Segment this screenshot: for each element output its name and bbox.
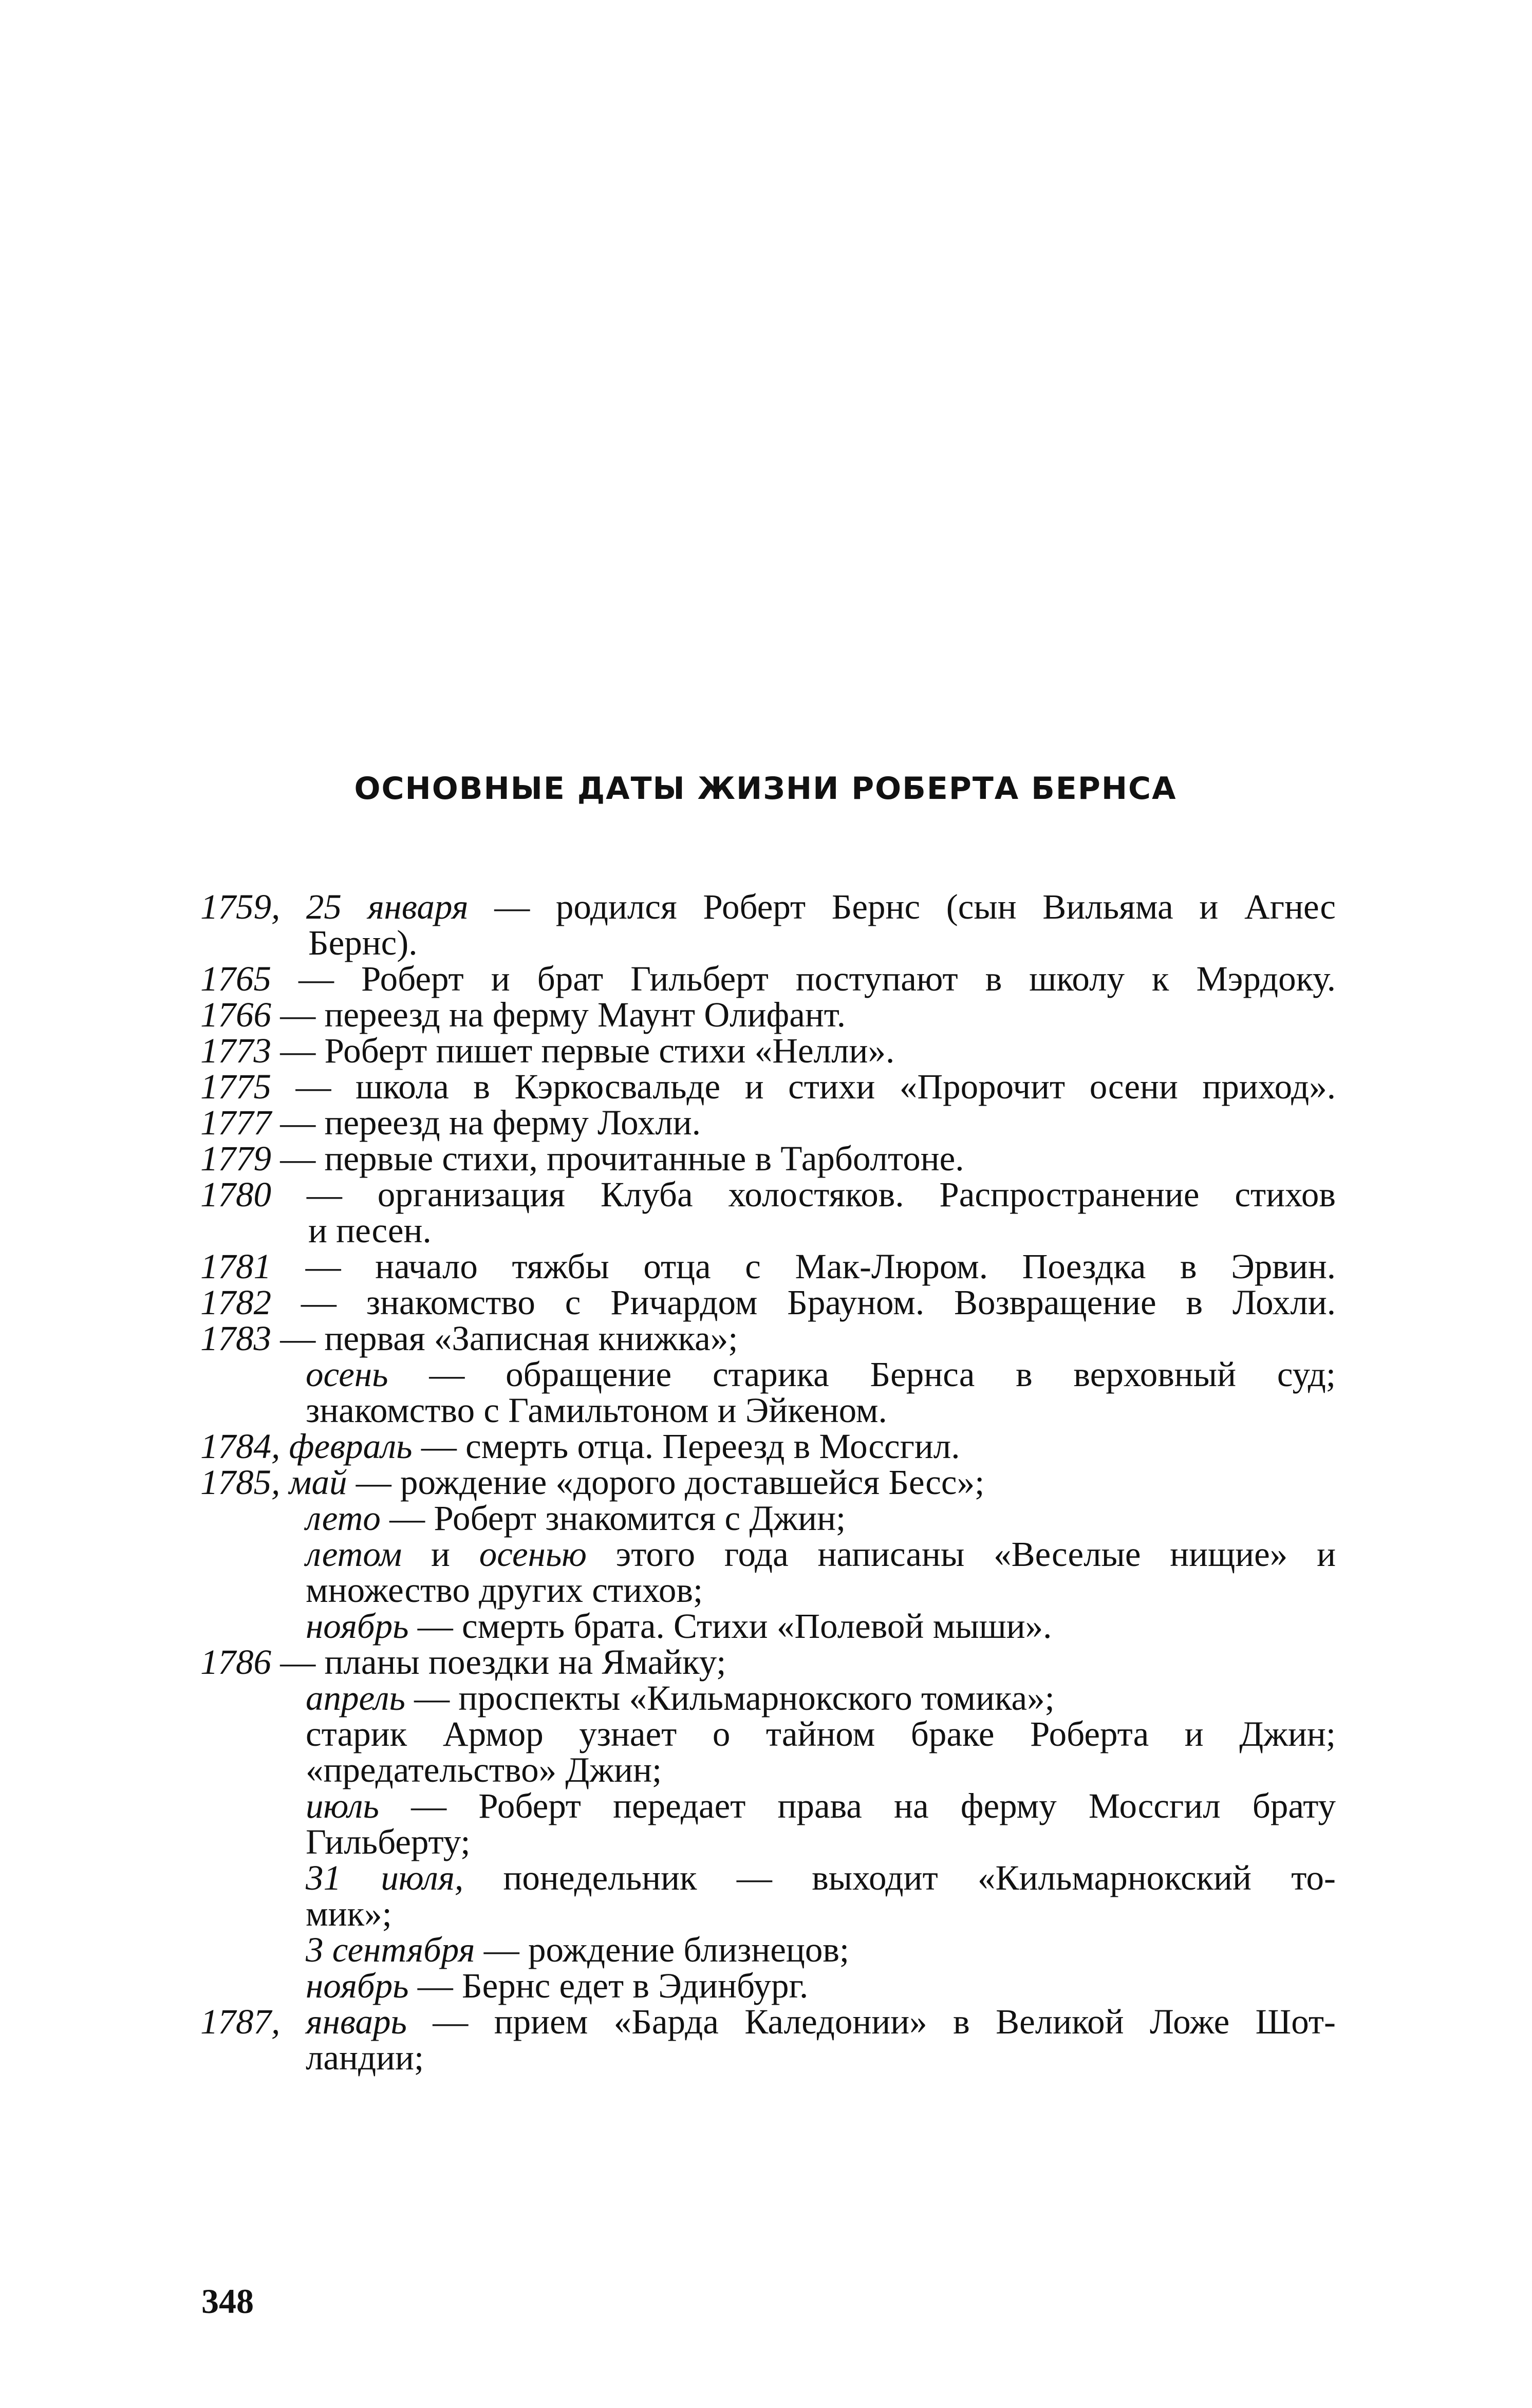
entry-text: — организация Клуба холостяков. Распространение стихов [271, 1175, 1336, 1214]
entry-text: и песен. [308, 1211, 432, 1250]
entry-line [200, 961, 1336, 997]
entry-line [200, 1248, 1336, 1284]
entry-line [200, 1608, 1336, 1644]
entry-line [200, 1680, 1336, 1716]
entry-date: ноябрь [306, 1607, 409, 1646]
entry-line [200, 1860, 1336, 1896]
entry-date: 1785, май [200, 1463, 347, 1502]
entry-date: 1777 [200, 1103, 271, 1142]
entry-text: множество других стихов; [306, 1571, 703, 1610]
entry-line [200, 1033, 1336, 1069]
entry-date: 3 сентября [306, 1930, 475, 1969]
chronology-list [200, 889, 1336, 2076]
entry-line [200, 1824, 1336, 1860]
entry-text: — знакомство с Ричардом Брауном. Возвращение в Лохли. [271, 1283, 1336, 1322]
entry-text: — Роберт знакомится с Джин; [380, 1499, 846, 1538]
entry-text: — первые стихи, прочитанные в Тарболтоне. [271, 1139, 964, 1178]
entry-line [200, 1428, 1336, 1464]
entry-date: осень [306, 1355, 388, 1394]
entry-date: летом [306, 1535, 402, 1574]
entry-text: — рождение близнецов; [475, 1930, 850, 1969]
entry-date: 1779 [200, 1139, 271, 1178]
entry-line [200, 2004, 1336, 2040]
entry-date: 1787, январь [200, 2002, 407, 2041]
entry-date: 1775 [200, 1067, 271, 1106]
entry-text: — смерть отца. Переезд в Моссгил. [412, 1427, 960, 1466]
entry-text: — проспекты «Кильмарнокского томика»; [405, 1678, 1055, 1718]
entry-line [200, 1392, 1336, 1428]
entry-line [200, 1105, 1336, 1141]
entry-text: — смерть брата. Стихи «Полевой мыши». [408, 1607, 1052, 1646]
entry-text: и [402, 1535, 479, 1574]
entry-date: 1773 [200, 1031, 271, 1070]
page-number: 348 [201, 2282, 254, 2321]
entry-date: 1781 [200, 1247, 271, 1286]
entry-line [200, 1896, 1336, 1932]
entry-text: Бернс). [308, 923, 418, 962]
entry-date: 1766 [200, 995, 271, 1034]
entry-line [200, 997, 1336, 1033]
entry-line [200, 2040, 1336, 2076]
entry-text: знакомство с Гамильтоном и Эйкеном. [306, 1391, 887, 1430]
entry-line [200, 1572, 1336, 1608]
entry-date: 1784, февраль [200, 1427, 413, 1466]
entry-line [200, 1177, 1336, 1212]
entry-text: — рождение «дорого доставшейся Бесс»; [347, 1463, 985, 1502]
entry-line [200, 1069, 1336, 1105]
entry-date: 1780 [200, 1175, 271, 1214]
entry-line [200, 1932, 1336, 1968]
entry-line [200, 1356, 1336, 1392]
entry-date: 1783 [200, 1319, 271, 1358]
entry-text: ландии; [306, 2038, 424, 2077]
entry-text: этого года написаны «Веселые нищие» и [586, 1535, 1336, 1574]
entry-line [200, 1284, 1336, 1320]
entry-line [200, 925, 1336, 961]
entry-date: 31 июля, [306, 1858, 464, 1897]
entry-line [200, 1141, 1336, 1177]
entry-text: мик»; [306, 1894, 392, 1933]
entry-text: — прием «Барда Каледонии» в Великой Ложе Шот- [406, 2002, 1336, 2041]
entry-date: ноябрь [306, 1966, 409, 2005]
entry-line [200, 1212, 1336, 1248]
entry-text: — начало тяжбы отца с Мак-Люром. Поездка в Эрвин. [271, 1247, 1336, 1286]
entry-text: понедельник — выходит «Кильмарнокский то- [463, 1858, 1336, 1897]
entry-line [200, 1644, 1336, 1680]
entry-text: — обращение старика Бернса в верховный суд; [388, 1355, 1336, 1394]
entry-date: 1782 [200, 1283, 271, 1322]
entry-line [200, 1752, 1336, 1788]
entry-text: — первая «Записная книжка»; [271, 1319, 738, 1358]
entry-text: — Роберт и брат Гильберт поступают в школу к Мэрдоку. [271, 959, 1336, 998]
entry-line [200, 1536, 1336, 1572]
entry-text: — школа в Кэркосвальде и стихи «Пророчит осени приход». [271, 1067, 1336, 1106]
entry-text: Гильберту; [306, 1822, 471, 1861]
entry-date: 1759, 25 января [200, 887, 469, 926]
entry-line [200, 1500, 1336, 1536]
entry-line [200, 1716, 1336, 1752]
entry-text: — планы поездки на Ямайку; [271, 1642, 726, 1682]
entry-text: «предательство» Джин; [306, 1750, 662, 1789]
entry-date: лето [306, 1499, 381, 1538]
entry-text: — Бернс едет в Эдинбург. [408, 1966, 809, 2005]
entry-date: апрель [306, 1678, 405, 1718]
entry-date: 1786 [200, 1642, 271, 1682]
entry-text: — переезд на ферму Лохли. [271, 1103, 701, 1142]
entry-date: осенью [479, 1535, 587, 1574]
entry-line [200, 1464, 1336, 1500]
entry-date: июль [306, 1786, 379, 1825]
entry-line [200, 1320, 1336, 1356]
entry-text: — Роберт пишет первые стихи «Нелли». [271, 1031, 895, 1070]
entry-date: 1765 [200, 959, 271, 998]
entry-text: старик Армор узнает о тайном браке Роберта и Джин; [306, 1714, 1336, 1753]
entry-text: — переезд на ферму Маунт Олифант. [271, 995, 846, 1034]
entry-line [200, 889, 1336, 925]
entry-text: — Роберт передает права на ферму Моссгил брату [379, 1786, 1336, 1825]
entry-line [200, 1968, 1336, 2004]
entry-text: — родился Роберт Бернс (сын Вильяма и Агнес [468, 887, 1336, 926]
entry-line [200, 1788, 1336, 1824]
page-title: ОСНОВНЫЕ ДАТЫ ЖИЗНИ РОБЕРТА БЕРНСА [354, 771, 1177, 807]
